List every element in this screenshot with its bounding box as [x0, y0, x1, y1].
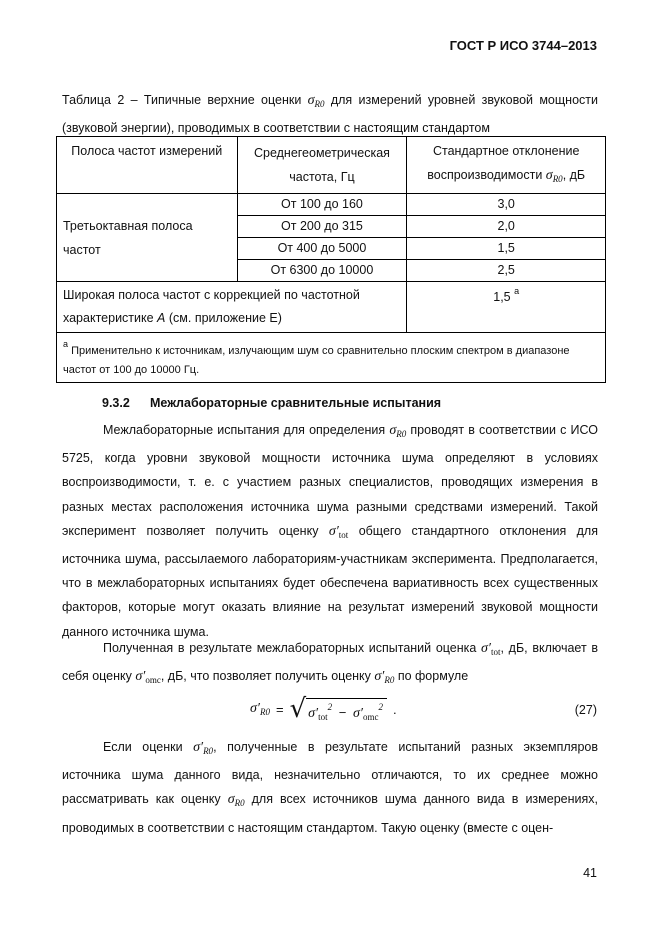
paragraph-estimate: Полученная в результате межлабораторных испытаний оценка $\sigma'_{tot}$, дБ, включает в себя оценку $\sigma'_{omc}$, дБ, что позволяет получить оценку $\sigma'_{R0}$ по формуле — [62, 641, 599, 686]
frequency-cell: От 400 до 5000 — [237, 238, 407, 260]
table-header-row — [57, 137, 606, 194]
table-footnote: $^а$ Применительно к источникам, излучающим шум со сравнительно плоским спектром в диапазоне частот от 100 до 10000 Гц. — [57, 333, 606, 383]
sigma-symbol: $\sigma_{R0}$ — [227, 792, 245, 809]
sigma-tot-symbol: $\sigma'_{tot}$ — [481, 641, 501, 657]
header-band: Полоса частот измерений — [57, 137, 238, 194]
value-cell: 3,0 — [407, 194, 606, 216]
table-footnote-row — [57, 333, 606, 383]
third-octave-label: Третьоктавная полоса частот — [57, 194, 238, 282]
paragraph-average: Если оценки $\sigma'_{R0}$, полученные в результате испытаний разных экземпляров источника шума данного вида, незначительно отличаются, то их среднее можно рассматривать как оценку $\sigma_{R0}$ для всех источников шума данного вида в измерениях, проводимых в соответствии с настоящим стандартом. Такую оценку (вместе с оцен- — [62, 740, 598, 835]
square-root: √ $\sigma'_{tot}^2 - \sigma'_{omc}^2$ — [290, 696, 387, 722]
sigma-r0-prime-symbol: $\sigma'_{R0}$ — [374, 669, 395, 686]
value-cell: 2,5 — [407, 260, 606, 282]
section-title: Межлабораторные сравнительные испытания — [150, 396, 442, 410]
sigma-tot-symbol: $\sigma'_{tot}$ — [328, 523, 349, 540]
value-cell: 1,5 — [407, 238, 606, 260]
sigma-symbol: $\sigma_{R0}$ — [545, 168, 563, 184]
sigma-r0-prime-symbol: $\sigma'_{R0}$ — [193, 740, 214, 756]
table-row — [57, 282, 606, 333]
broadband-label: Широкая полоса частот с коррекцией по частотной характеристике А (см. приложение Е) — [57, 282, 407, 333]
page-number: 41 — [583, 866, 597, 880]
formula-number: (27) — [574, 703, 597, 717]
section-heading — [102, 396, 441, 410]
table-caption: Таблица 2 – Типичные верхние оценки $\sigma_{R0}$ для измерений уровней звуковой мощности (звуковой энергии), проводимых в соответствии с настоящим стандартом — [62, 93, 598, 135]
sigma-omc-symbol: $\sigma'_{omc}$ — [135, 669, 161, 686]
paragraph-interlab: Межлабораторные испытания для определения $\sigma_{R0}$ проводят в соответствии с ИСО 5725, когда уровни звуковой мощности источника шума определяют в условиях воспроизводимости, т. е. с участием разных специалистов, проводящих измерения в разных местах расположения источника шума разными средствами измерений. Такой эксперимент позволяет получить оценку $\sigma'_{tot}$ общего стандартного отклонения для источника шума, рассылаемого лабораториям-участникам эксперимента. Предполагается, что в межлабораторных испытаниях будет обеспечена вариативность всех существенных факторов, которые могут оказать влияние на результат измерений звуковой мощности данного источника шума. — [62, 423, 598, 639]
sigma-symbol: $\sigma_{R0}$ — [389, 423, 407, 439]
section-number: 9.3.2 — [102, 396, 130, 410]
value-cell: 2,0 — [407, 216, 606, 238]
formula-27: $\sigma'_{R0}$ = √ $\sigma'_{tot}^2 - \sigma'_{omc}^2$ . — [250, 694, 397, 724]
frequency-cell: От 200 до 315 — [237, 216, 407, 238]
frequency-cell: От 100 до 160 — [237, 194, 407, 216]
sigma-symbol: $\sigma_{R0}$ — [307, 93, 325, 109]
header-frequency: Среднегеометрическая частота, Гц — [237, 137, 407, 194]
header-deviation: Стандартное отклонение воспроизводимости $\sigma_{R0}$, дБ — [407, 137, 606, 194]
table-row — [57, 194, 606, 216]
broadband-value: 1,5 $^а$ — [407, 282, 606, 333]
data-table — [56, 136, 606, 383]
frequency-cell: От 6300 до 10000 — [237, 260, 407, 282]
standard-header: ГОСТ Р ИСО 3744–2013 — [449, 38, 597, 53]
